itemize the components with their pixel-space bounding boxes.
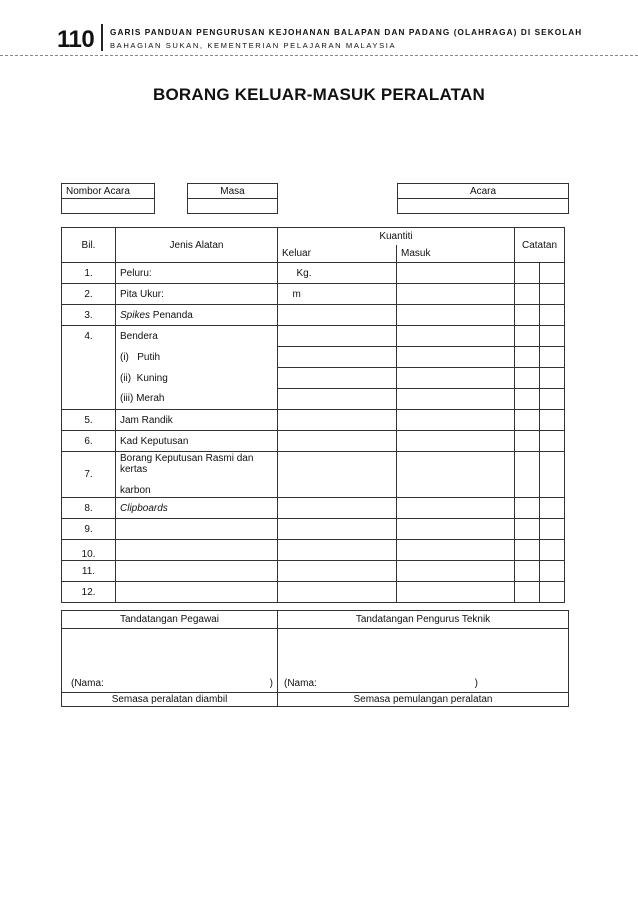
col-jenis-alatan: Jenis Alatan xyxy=(116,228,278,263)
nombor-acara-field[interactable] xyxy=(62,199,155,214)
table-row: (ii) Kuning xyxy=(62,368,565,389)
masa-field[interactable] xyxy=(188,199,278,214)
table-row: 7. Borang Keputusan Rasmi dan kertas karbon xyxy=(62,452,565,498)
acara-label: Acara xyxy=(398,184,569,199)
header-title: GARIS PANDUAN PENGURUSAN KEJOHANAN BALAPAN DAN PADANG (OLAHRAGA) DI SEKOLAH xyxy=(110,28,583,37)
tandatangan-pengurus-label: Tandatangan Pengurus Teknik xyxy=(278,611,569,629)
col-catatan: Catatan xyxy=(515,228,565,263)
event-info-table xyxy=(61,183,569,214)
header-rule xyxy=(0,55,638,56)
table-row: 4. Bendera xyxy=(62,326,565,347)
signature-field-pegawai[interactable]: (Nama: ) xyxy=(62,629,278,693)
table-row: (i) Putih xyxy=(62,347,565,368)
table-row: 11. xyxy=(62,561,565,582)
col-kuantiti: Kuantiti xyxy=(278,228,515,246)
acara-field[interactable] xyxy=(398,199,569,214)
signature-table xyxy=(61,610,569,707)
form-title: BORANG KELUAR-MASUK PERALATAN xyxy=(153,85,485,104)
table-row: 2. Pita Ukur: m xyxy=(62,284,565,305)
table-row: 6. Kad Keputusan xyxy=(62,431,565,452)
masa-label: Masa xyxy=(188,184,278,199)
table-row: (iii) Merah xyxy=(62,389,565,410)
col-keluar: Keluar xyxy=(278,245,397,263)
signature-field-pengurus[interactable]: (Nama: ) xyxy=(278,629,569,693)
header-divider xyxy=(101,24,103,51)
table-row: 12. xyxy=(62,582,565,603)
table-row: 3. Spikes Penanda xyxy=(62,305,565,326)
col-masuk: Masuk xyxy=(397,245,515,263)
semasa-diambil-label: Semasa peralatan diambil xyxy=(62,693,278,707)
tandatangan-pegawai-label: Tandatangan Pegawai xyxy=(62,611,278,629)
table-row: 1. Peluru: Kg. xyxy=(62,263,565,284)
nombor-acara-label: Nombor Acara xyxy=(62,184,155,199)
page-number: 110 xyxy=(57,26,95,53)
semasa-pemulangan-label: Semasa pemulangan peralatan xyxy=(278,693,569,707)
header-subtitle: BAHAGIAN SUKAN, KEMENTERIAN PELAJARAN MALAYSIA xyxy=(110,41,397,50)
table-row: 8. Clipboards xyxy=(62,498,565,519)
equipment-table xyxy=(61,227,565,603)
table-row: 9. xyxy=(62,519,565,540)
table-row: 10. xyxy=(62,540,565,561)
table-row: 5. Jam Randik xyxy=(62,410,565,431)
col-bil: Bil. xyxy=(62,228,116,263)
